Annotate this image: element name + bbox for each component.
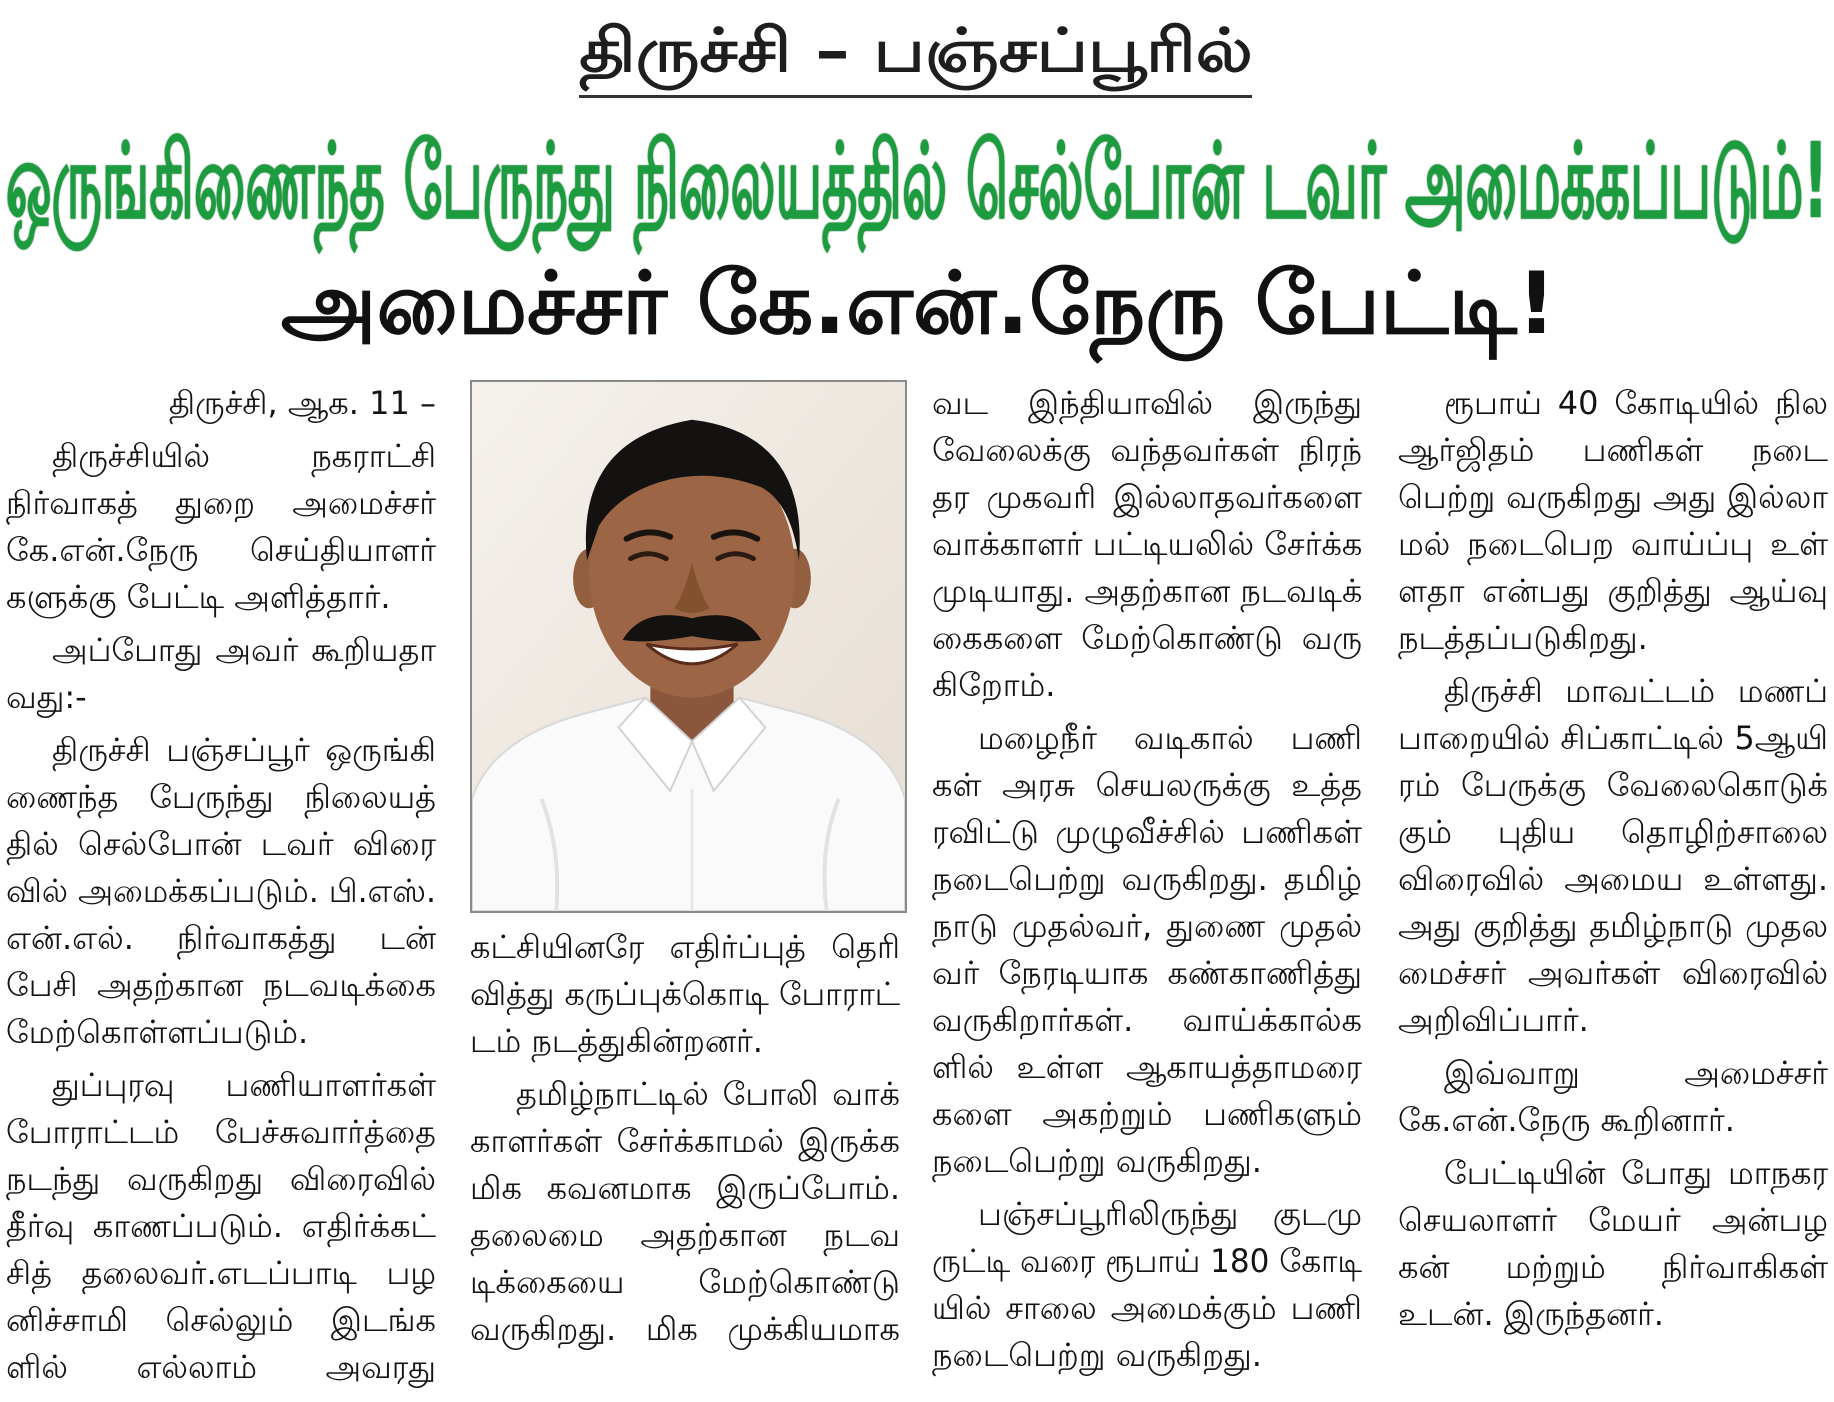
text-line: பஞ்சப்பூரிலிருந்து குடமு bbox=[978, 1195, 1362, 1233]
paragraph bbox=[1398, 1050, 1828, 1144]
text-line: உடன். இருந்தனர். bbox=[1398, 1295, 1664, 1333]
text-line: விரைவில் அமைய உள்ளது. bbox=[1398, 860, 1828, 898]
text-line: ளில் எல்லாம் அவரது bbox=[6, 1348, 436, 1386]
text-line: மேற்கொள்ளப்படும். bbox=[6, 1013, 309, 1051]
text-line: ரவிட்டு முழுவீச்சில் பணிகள் bbox=[932, 813, 1362, 851]
article-column-1 bbox=[6, 380, 436, 1391]
text-line: துப்புரவு பணியாளர்கள் bbox=[52, 1066, 436, 1104]
text-line: கள் அரசு செயலருக்கு உத்த bbox=[932, 766, 1362, 804]
kicker bbox=[579, 12, 1252, 90]
text-line: டிக்கையை மேற்கொண்டு bbox=[470, 1263, 900, 1301]
paragraph bbox=[470, 1071, 900, 1353]
paragraph bbox=[6, 380, 436, 427]
text-line: பாறையில் சிப்காட்டில் 5ஆயி bbox=[1398, 719, 1828, 757]
text-line: பெற்று வருகிறது அது இல்லா bbox=[1398, 478, 1828, 516]
text-line: பேசி அதற்கான நடவடிக்கை bbox=[6, 966, 436, 1004]
text-line: காளர்கள் சேர்க்காமல் இருக்க bbox=[470, 1122, 900, 1160]
text-line: டம் நடத்துகின்றனர். bbox=[470, 1022, 763, 1060]
text-line: பேட்டியின் போது மாநகர bbox=[1444, 1154, 1828, 1192]
text-line: நடந்து வருகிறது விரைவில் bbox=[6, 1160, 436, 1198]
text-line: மிக கவனமாக இருப்போம். bbox=[470, 1169, 900, 1207]
headline bbox=[6, 120, 1828, 242]
text-line: முடியாது. அதற்கான நடவடிக் bbox=[932, 572, 1363, 610]
text-line: வர் நேரடியாக கண்காணித்து bbox=[932, 954, 1362, 992]
text-line: அது குறித்து தமிழ்நாடு முதல bbox=[1398, 907, 1828, 945]
paragraph bbox=[1398, 668, 1828, 1044]
kicker-underline bbox=[579, 95, 1252, 98]
text-line: கே.என்.நேரு கூறினார். bbox=[1398, 1101, 1735, 1139]
text-line: ணைந்த பேருந்து நிலையத் bbox=[6, 778, 436, 816]
article-column-2 bbox=[470, 924, 900, 1353]
text-line: அறிவிப்பார். bbox=[1398, 1001, 1589, 1039]
text-line: நடைபெற்று வருகிறது. தமிழ் bbox=[932, 860, 1362, 898]
text-line: கட்சியினரே எதிர்ப்புத் தெரி bbox=[470, 928, 900, 966]
text-line: ளில் உள்ள ஆகாயத்தாமரை bbox=[932, 1048, 1362, 1086]
text-line: கிறோம். bbox=[932, 666, 1056, 704]
text-line: வருகிறார்கள். வாய்க்கால்க bbox=[932, 1001, 1362, 1039]
text-line: களுக்கு பேட்டி அளித்தார். bbox=[6, 578, 391, 616]
text-line: திருச்சி மாவட்டம் மணப் bbox=[1444, 672, 1828, 710]
paragraph bbox=[470, 924, 900, 1065]
text-line: தீர்வு காணப்படும். எதிர்க்கட் bbox=[6, 1207, 436, 1245]
text-line: ளதா என்பது குறித்து ஆய்வு bbox=[1398, 572, 1828, 610]
article-column-4 bbox=[1398, 380, 1828, 1338]
paragraph bbox=[932, 380, 1362, 709]
text-line: என்.எல். நிர்வாகத்து டன் bbox=[6, 919, 436, 957]
text-line: கே.என்.நேரு செய்தியாளர் bbox=[6, 531, 436, 569]
paragraph bbox=[6, 727, 436, 1056]
text-line: மல் நடைபெற வாய்ப்பு உள் bbox=[1398, 525, 1828, 563]
headline-text: ஒருங்கிணைந்த பேருந்து நிலையத்தில் செல்போன் டவர் அமைக்கப்படும்! bbox=[5, 120, 1829, 242]
paragraph bbox=[6, 627, 436, 721]
text-line: ரூபாய் 40 கோடியில் நில bbox=[1444, 384, 1828, 422]
text-line: நிர்வாகத் துறை அமைச்சர் bbox=[6, 484, 436, 522]
portrait-photo bbox=[470, 380, 907, 913]
portrait-illustration bbox=[472, 382, 905, 911]
text-line: தமிழ்நாட்டில் போலி வாக் bbox=[516, 1075, 900, 1113]
text-line: கன் மற்றும் நிர்வாகிகள் bbox=[1398, 1248, 1828, 1286]
paragraph bbox=[6, 433, 436, 621]
subheadline bbox=[281, 252, 1556, 356]
text-line: வித்து கருப்புக்கொடி போராட் bbox=[470, 975, 901, 1013]
text-line: வட இந்தியாவில் இருந்து bbox=[932, 384, 1362, 422]
text-line: தர முகவரி இல்லாதவர்களை bbox=[932, 478, 1362, 516]
text-line: ஆர்ஜிதம் பணிகள் நடை bbox=[1398, 431, 1828, 469]
text-line: நடைபெற்று வருகிறது. bbox=[932, 1142, 1262, 1180]
paragraph bbox=[1398, 380, 1828, 662]
text-line: ருட்டி வரை ரூபாய் 180 கோடி bbox=[932, 1242, 1363, 1280]
text-line: தில் செல்போன் டவர் விரை bbox=[6, 825, 436, 863]
text-line: அப்போது அவர் கூறியதா bbox=[52, 631, 436, 669]
text-line: தலைமை அதற்கான நடவ bbox=[470, 1216, 900, 1254]
text-line: திருச்சி பஞ்சப்பூர் ஒருங்கி bbox=[52, 731, 436, 769]
text-line: சித் தலைவர்.எடப்பாடி பழ bbox=[6, 1254, 436, 1292]
kicker-text: திருச்சி – பஞ்சப்பூரில் bbox=[578, 16, 1253, 86]
text-line: போராட்டம் பேச்சுவார்த்தை bbox=[6, 1113, 436, 1151]
paragraph bbox=[932, 715, 1362, 1185]
text-line: களை அகற்றும் பணிகளும் bbox=[932, 1095, 1362, 1133]
text-line: வில் அமைக்கப்படும். பி.எஸ். bbox=[6, 872, 436, 910]
paragraph bbox=[1398, 1150, 1828, 1338]
text-line: னிச்சாமி செல்லும் இடங்க bbox=[6, 1301, 436, 1339]
subheadline-text: அமைச்சர் கே.என்.நேரு பேட்டி! bbox=[280, 254, 1557, 354]
dateline: திருச்சி, ஆக. 11 – bbox=[168, 384, 436, 422]
text-line: வாக்காளர் பட்டியலில் சேர்க்க bbox=[932, 525, 1363, 563]
text-line: திருச்சியில் நகராட்சி bbox=[52, 437, 436, 475]
text-line: யில் சாலை அமைக்கும் பணி bbox=[932, 1289, 1362, 1327]
text-line: மழைநீர் வடிகால் பணி bbox=[978, 719, 1362, 757]
text-line: நாடு முதல்வர், துணை முதல் bbox=[932, 907, 1362, 945]
text-line: இவ்வாறு அமைச்சர் bbox=[1444, 1054, 1828, 1092]
text-line: கைகளை மேற்கொண்டு வரு bbox=[932, 619, 1362, 657]
paragraph bbox=[932, 1191, 1362, 1379]
text-line: கும் புதிய தொழிற்சாலை bbox=[1398, 813, 1828, 851]
text-line: செயலாளர் மேயர் அன்பழ bbox=[1398, 1201, 1828, 1239]
text-line: வருகிறது. மிக முக்கியமாக bbox=[470, 1310, 900, 1348]
text-line: ரம் பேருக்கு வேலைகொடுக் bbox=[1398, 766, 1828, 804]
text-line: நடத்தப்படுகிறது. bbox=[1398, 619, 1648, 657]
text-line: மைச்சர் அவர்கள் விரைவில் bbox=[1398, 954, 1828, 992]
text-line: வேலைக்கு வந்தவர்கள் நிரந் bbox=[932, 431, 1362, 469]
text-line: வது:- bbox=[6, 678, 87, 716]
text-line: நடைபெற்று வருகிறது. bbox=[932, 1336, 1262, 1374]
article-column-3 bbox=[932, 380, 1362, 1379]
paragraph bbox=[6, 1062, 436, 1391]
